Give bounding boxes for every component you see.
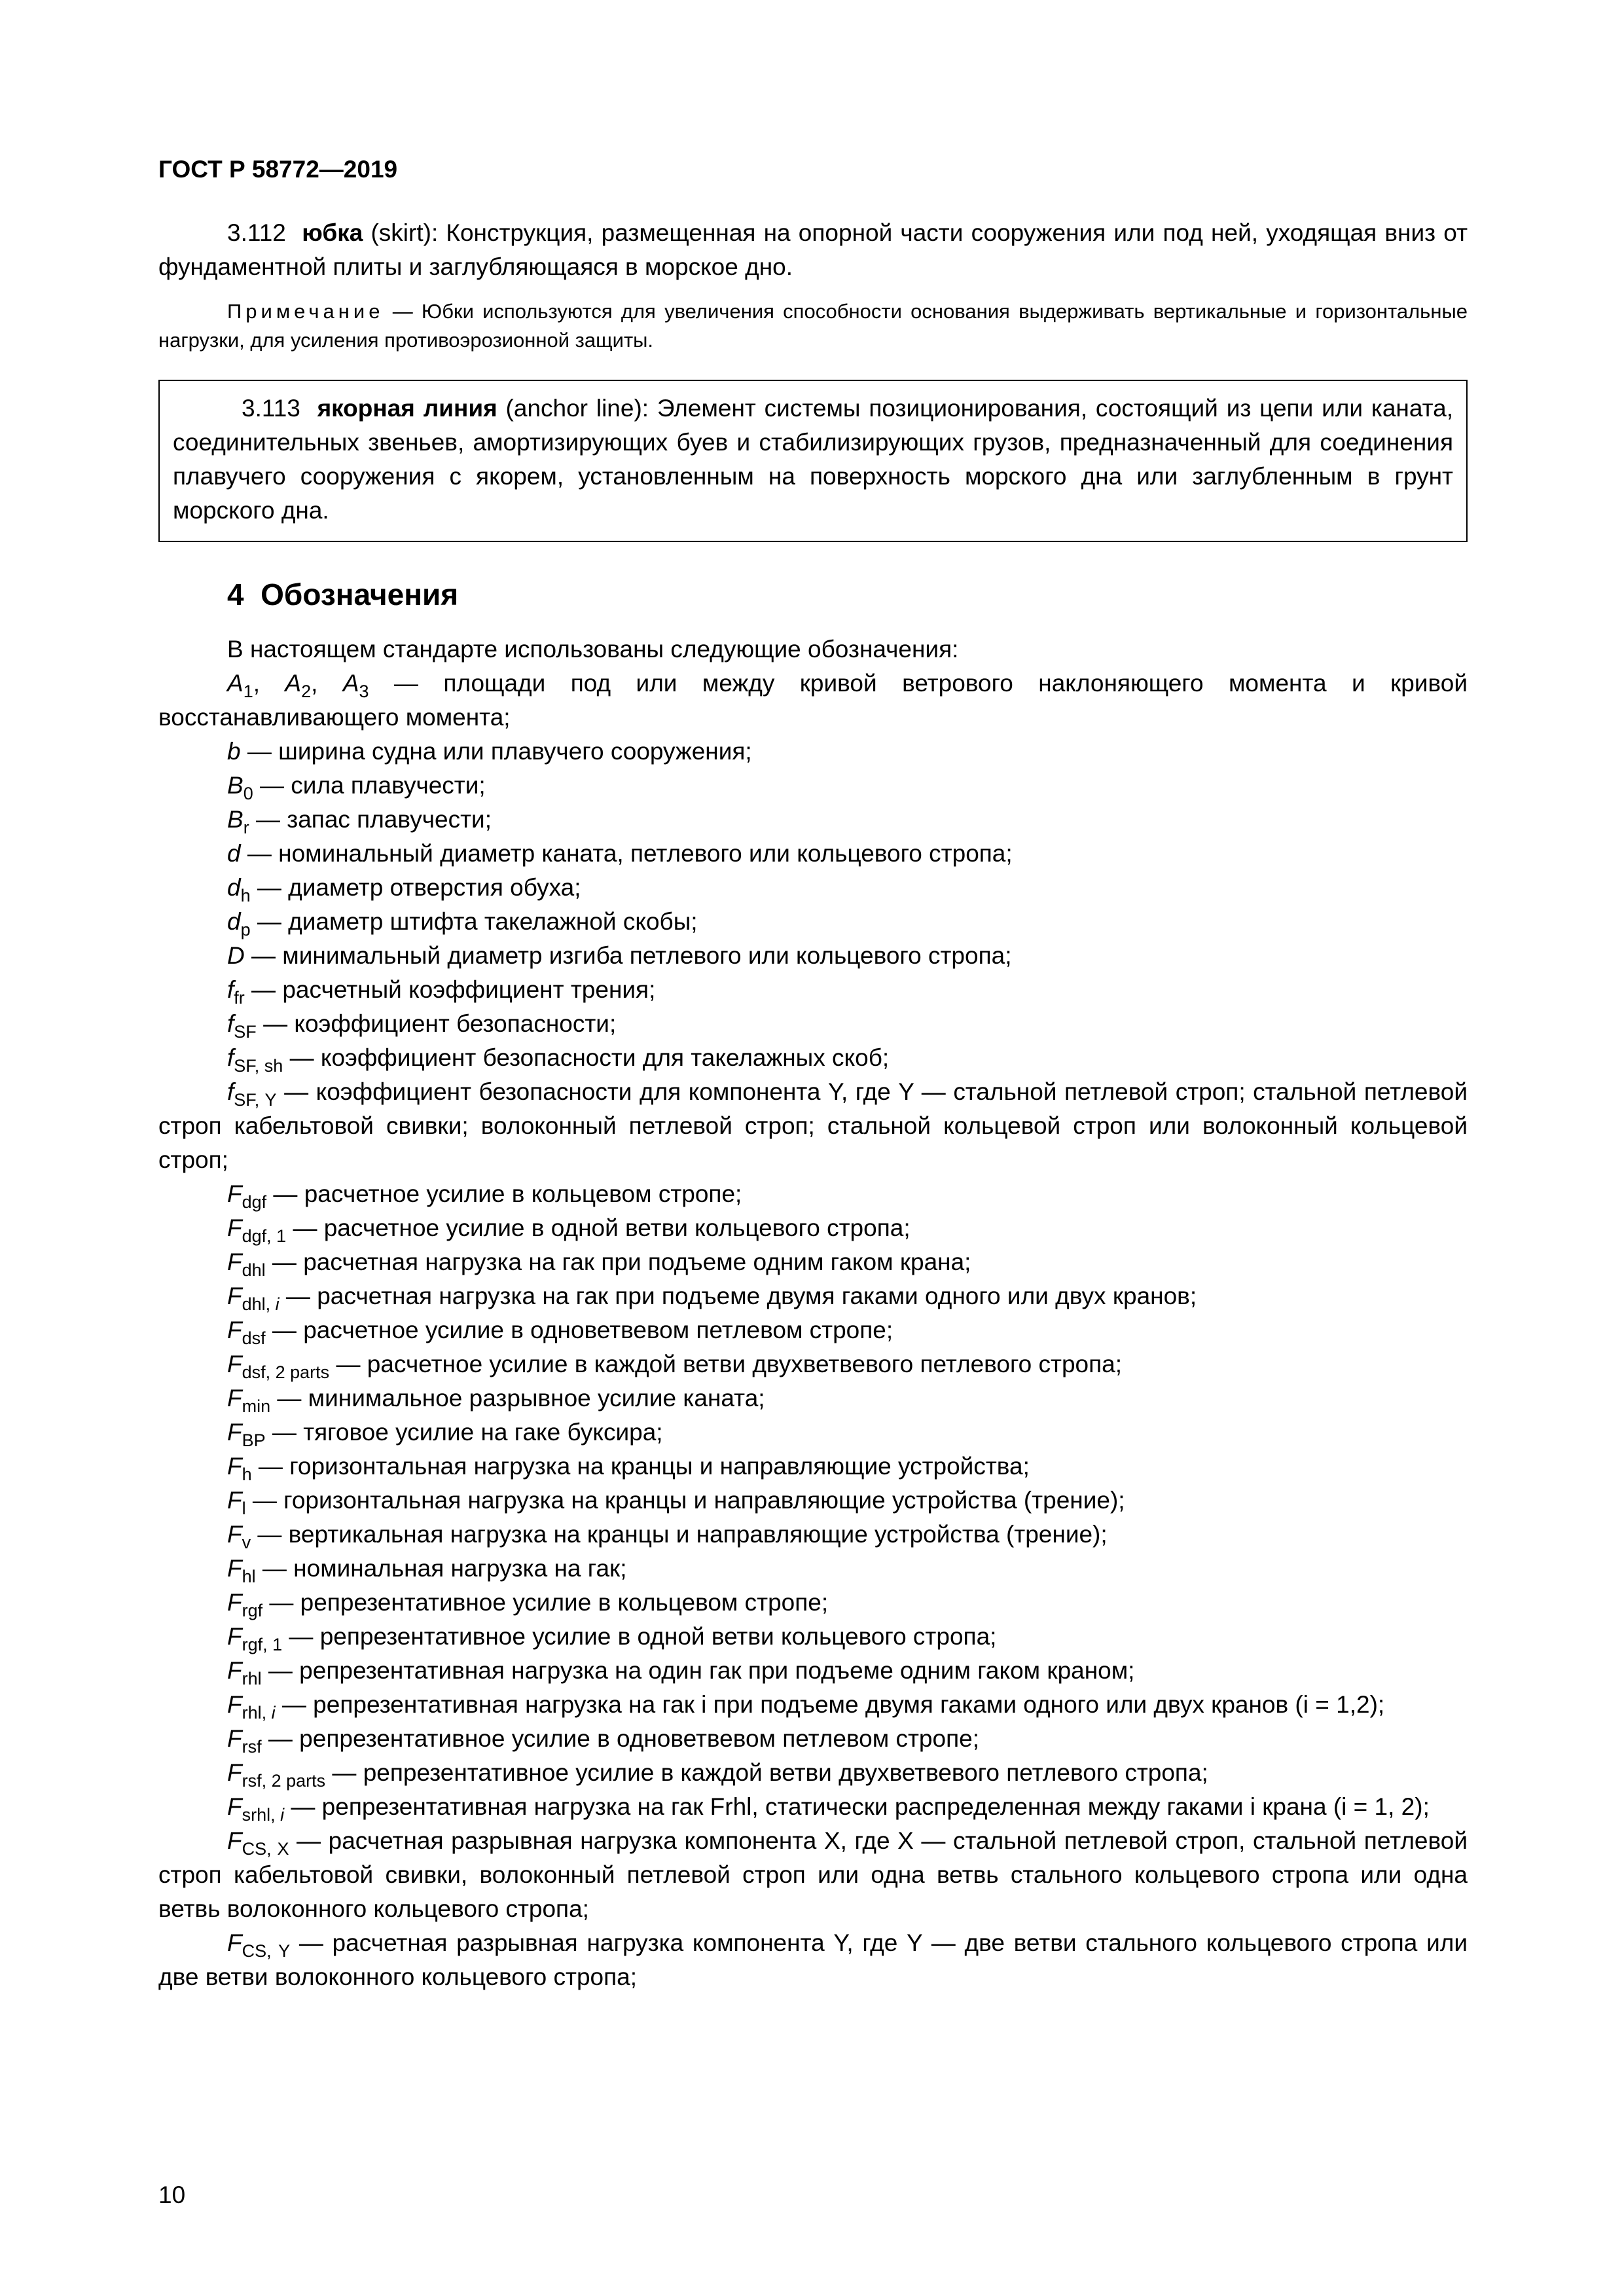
symbol-description: — репрезентативное усилие в кольцевом стропе; [262, 1589, 829, 1616]
symbol-item [158, 1586, 1468, 1620]
symbol-description: — минимальное разрывное усилие каната; [270, 1385, 765, 1412]
symbol: $F_l$ [227, 1487, 246, 1518]
symbol: $F_v$ [227, 1521, 251, 1552]
section-number: 4 [227, 577, 244, 611]
symbol: $B_0$ [227, 772, 253, 803]
symbol-item [158, 1756, 1468, 1790]
section-title: Обозначения [261, 577, 459, 611]
definition-term-en: (skirt): [370, 219, 439, 246]
symbol-item [158, 1245, 1468, 1279]
symbol-description: — расчетное усилие в одноветвевом петлевом стропе; [265, 1317, 893, 1343]
symbol-description: — расчетное усилие в кольцевом стропе; [266, 1180, 742, 1207]
symbol-description: — репрезентативная нагрузка на гак Frhl, статически распределенная между гаками i крана (i = 1, 2); [284, 1793, 1430, 1820]
symbol: $F_{hl}$ [227, 1555, 256, 1586]
symbol: $F_{dsf}$ [227, 1317, 266, 1348]
symbol-item [158, 666, 1468, 735]
symbol-description: — площади под или между кривой ветрового наклоняющего момента и кривой восстанавливающего момента; [158, 670, 1468, 731]
definition-3-112 [158, 216, 1468, 284]
symbol-description: — расчетный коэффициент трения; [244, 976, 656, 1003]
symbol-description: — расчетная разрывная нагрузка компонента Y, где Y — две ветви стального кольцевого стропа или две ветви волоконного кольцевого стропа; [158, 1929, 1468, 1990]
symbol-description: — репрезентативное усилие в одноветвевом петлевом стропе; [261, 1725, 979, 1752]
symbol-item [158, 1211, 1468, 1245]
symbol-item [158, 1313, 1468, 1347]
symbol-description: — диаметр штифта такелажной скобы; [250, 908, 698, 935]
symbol-description: — номинальный диаметр каната, петлевого или кольцевого стропа; [240, 840, 1013, 867]
symbol-item [158, 1926, 1468, 1994]
symbol-item [158, 803, 1468, 837]
symbol-item [158, 1484, 1468, 1518]
definition-3-113 [173, 392, 1453, 528]
symbol: $F_{dgf}$ [227, 1180, 267, 1212]
symbol: $f_{SF}$ [227, 1010, 257, 1042]
symbol-item [158, 1654, 1468, 1688]
page-content [158, 216, 1468, 1994]
symbol: $d_h$ [227, 874, 251, 905]
symbol-description: — репрезентативное усилие в каждой ветви двухветвевого петлевого стропа; [325, 1759, 1208, 1786]
symbol: $F_{rhl,}$ $_i$ [227, 1691, 276, 1722]
symbol-description: — запас плавучести; [249, 806, 492, 833]
symbol: $F_{rsf, 2 parts}$ [227, 1759, 326, 1791]
symbol: $F_{dsf, 2 parts}$ [227, 1351, 330, 1382]
symbol: b [227, 738, 241, 765]
symbol-item [158, 1177, 1468, 1211]
symbol-description: — коэффициент безопасности; [256, 1010, 617, 1037]
symbol: D [227, 942, 245, 969]
symbol-description: — горизонтальная нагрузка на кранцы и направляющие устройства; [251, 1453, 1030, 1480]
symbol-item [158, 1415, 1468, 1449]
definition-text: Элемент системы позиционирования, состоящий из цепи или каната, соединительных звеньев, амортизирующих буев и стабилизирующих грузов, предназначенный для соединения плавучего сооружения с якорем, установленным на поверхность морского дна или заглубленным в грунт морского дна. [173, 395, 1454, 524]
symbol: d [227, 840, 241, 867]
symbol-description: — расчетное усилие в каждой ветви двухветвевого петлевого стропа; [329, 1351, 1122, 1377]
symbol-description: — горизонтальная нагрузка на кранцы и направляющие устройства (трение); [245, 1487, 1125, 1514]
symbol-description: — расчетное усилие в одной ветви кольцевого стропа; [286, 1214, 911, 1241]
symbol-item [158, 1620, 1468, 1654]
symbol-item [158, 905, 1468, 939]
note-label: Примечание [227, 300, 384, 323]
symbol-description: — вертикальная нагрузка на кранцы и направляющие устройства (трение); [251, 1521, 1108, 1548]
symbol-item [158, 871, 1468, 905]
symbol-description: — ширина судна или плавучего сооружения; [240, 738, 752, 765]
symbol-description: — репрезентативное усилие в одной ветви кольцевого стропа; [282, 1623, 997, 1650]
symbol: $d_p$ [227, 908, 251, 939]
symbol: $f_{fr}$ [227, 976, 245, 1008]
symbol: $F_{rgf, 1}$ [227, 1623, 283, 1654]
symbol-item [158, 1347, 1468, 1381]
symbol-description: — репрезентативная нагрузка на гак i при подъеме двумя гаками одного или двух кранов (i = 1,2); [275, 1691, 1385, 1718]
symbol-item [158, 1041, 1468, 1075]
definition-term-en: (anchor line): [505, 395, 649, 422]
symbol-description: — расчетная нагрузка на гак при подъеме двумя гаками одного или двух кранов; [279, 1283, 1197, 1309]
symbol: $F_{rhl}$ [227, 1657, 262, 1688]
definition-text: Конструкция, размещенная на опорной части сооружения или под ней, уходящая вниз от фундаментной плиты и заглубляющаяся в морское дно. [158, 219, 1468, 280]
symbol-item [158, 837, 1468, 871]
symbol: $F_{CS, Y}$ [227, 1929, 291, 1961]
symbol: $f_{SF, Y}$ [227, 1078, 277, 1110]
symbol: $F_h$ [227, 1453, 252, 1484]
document-header: ГОСТ Р 58772—2019 [158, 156, 398, 183]
definition-number: 3.113 [242, 395, 300, 422]
symbol: $A_1$, $A_2$, $A_3$ [227, 670, 369, 701]
note-text: — Юбки используются для увеличения способности основания выдерживать вертикальные и горизонтальные нагрузки, для усиления противоэрозионной защиты. [158, 300, 1468, 352]
symbol-item [158, 1075, 1468, 1177]
symbol: $B_r$ [227, 806, 249, 837]
symbols-list [158, 666, 1468, 1994]
symbol: $F_{CS, X}$ [227, 1827, 289, 1859]
symbol-item [158, 1824, 1468, 1926]
symbol-item [158, 735, 1468, 769]
symbol-item [158, 1790, 1468, 1824]
symbol-description: — расчетная разрывная нагрузка компонента X, где X — стальной петлевой строп, стальной петлевой строп кабельтовой свивки, волоконный петлевой строп или одна ветвь стального кольцевого стропа или одна ветвь волоконного кольцевого стропа; [158, 1827, 1468, 1922]
symbol-item [158, 1449, 1468, 1484]
symbol: $F_{BP}$ [227, 1419, 266, 1450]
symbol-description: — номинальная нагрузка на гак; [255, 1555, 627, 1582]
symbol: $F_{dhl}$ [227, 1248, 266, 1280]
symbol-description: — сила плавучести; [253, 772, 486, 799]
symbol-description: — репрезентативная нагрузка на один гак при подъеме одним гаком краном; [261, 1657, 1135, 1684]
note [158, 297, 1468, 355]
symbol: $F_{min}$ [227, 1385, 271, 1416]
symbol-item [158, 973, 1468, 1007]
symbol-description: — минимальный диаметр изгиба петлевого или кольцевого стропа; [244, 942, 1012, 969]
symbol-item [158, 1518, 1468, 1552]
page-number: 10 [158, 2181, 186, 2208]
definition-term: якорная линия [317, 395, 497, 422]
definition-term: юбка [302, 219, 363, 246]
symbol: $F_{rsf}$ [227, 1725, 262, 1757]
definition-number: 3.112 [227, 219, 286, 246]
symbol: $F_{dgf, 1}$ [227, 1214, 287, 1246]
symbol-item [158, 1552, 1468, 1586]
symbol-description: — коэффициент безопасности для такелажных скоб; [283, 1044, 890, 1071]
symbol: $F_{rgf}$ [227, 1589, 263, 1620]
symbol-description: — расчетная нагрузка на гак при подъеме одним гаком крана; [265, 1248, 971, 1275]
symbol-description: — тяговое усилие на гаке буксира; [265, 1419, 663, 1446]
section-heading [227, 575, 1468, 614]
symbol-description: — коэффициент безопасности для компонента Y, где Y — стальной петлевой строп; стальной петлевой строп кабельтовой свивки; волоконный петлевой строп; стальной кольцевой строп или волоконный кольцевой строп; [158, 1078, 1468, 1173]
symbol: $f_{SF, sh}$ [227, 1044, 283, 1076]
symbol: $F_{dhl,}$ $_i$ [227, 1283, 280, 1314]
symbol-item [158, 1381, 1468, 1415]
symbol-item [158, 1279, 1468, 1313]
symbol-item [158, 769, 1468, 803]
symbols-intro: В настоящем стандарте использованы следующие обозначения: [227, 636, 959, 663]
symbol-item [158, 939, 1468, 973]
definition-box-3-113 [158, 380, 1468, 542]
symbol-item [158, 1688, 1468, 1722]
symbol-item [158, 1722, 1468, 1756]
symbol-item [158, 1007, 1468, 1041]
symbol: $F_{srhl,}$ $_i$ [227, 1793, 285, 1825]
symbol-description: — диаметр отверстия обуха; [250, 874, 581, 901]
